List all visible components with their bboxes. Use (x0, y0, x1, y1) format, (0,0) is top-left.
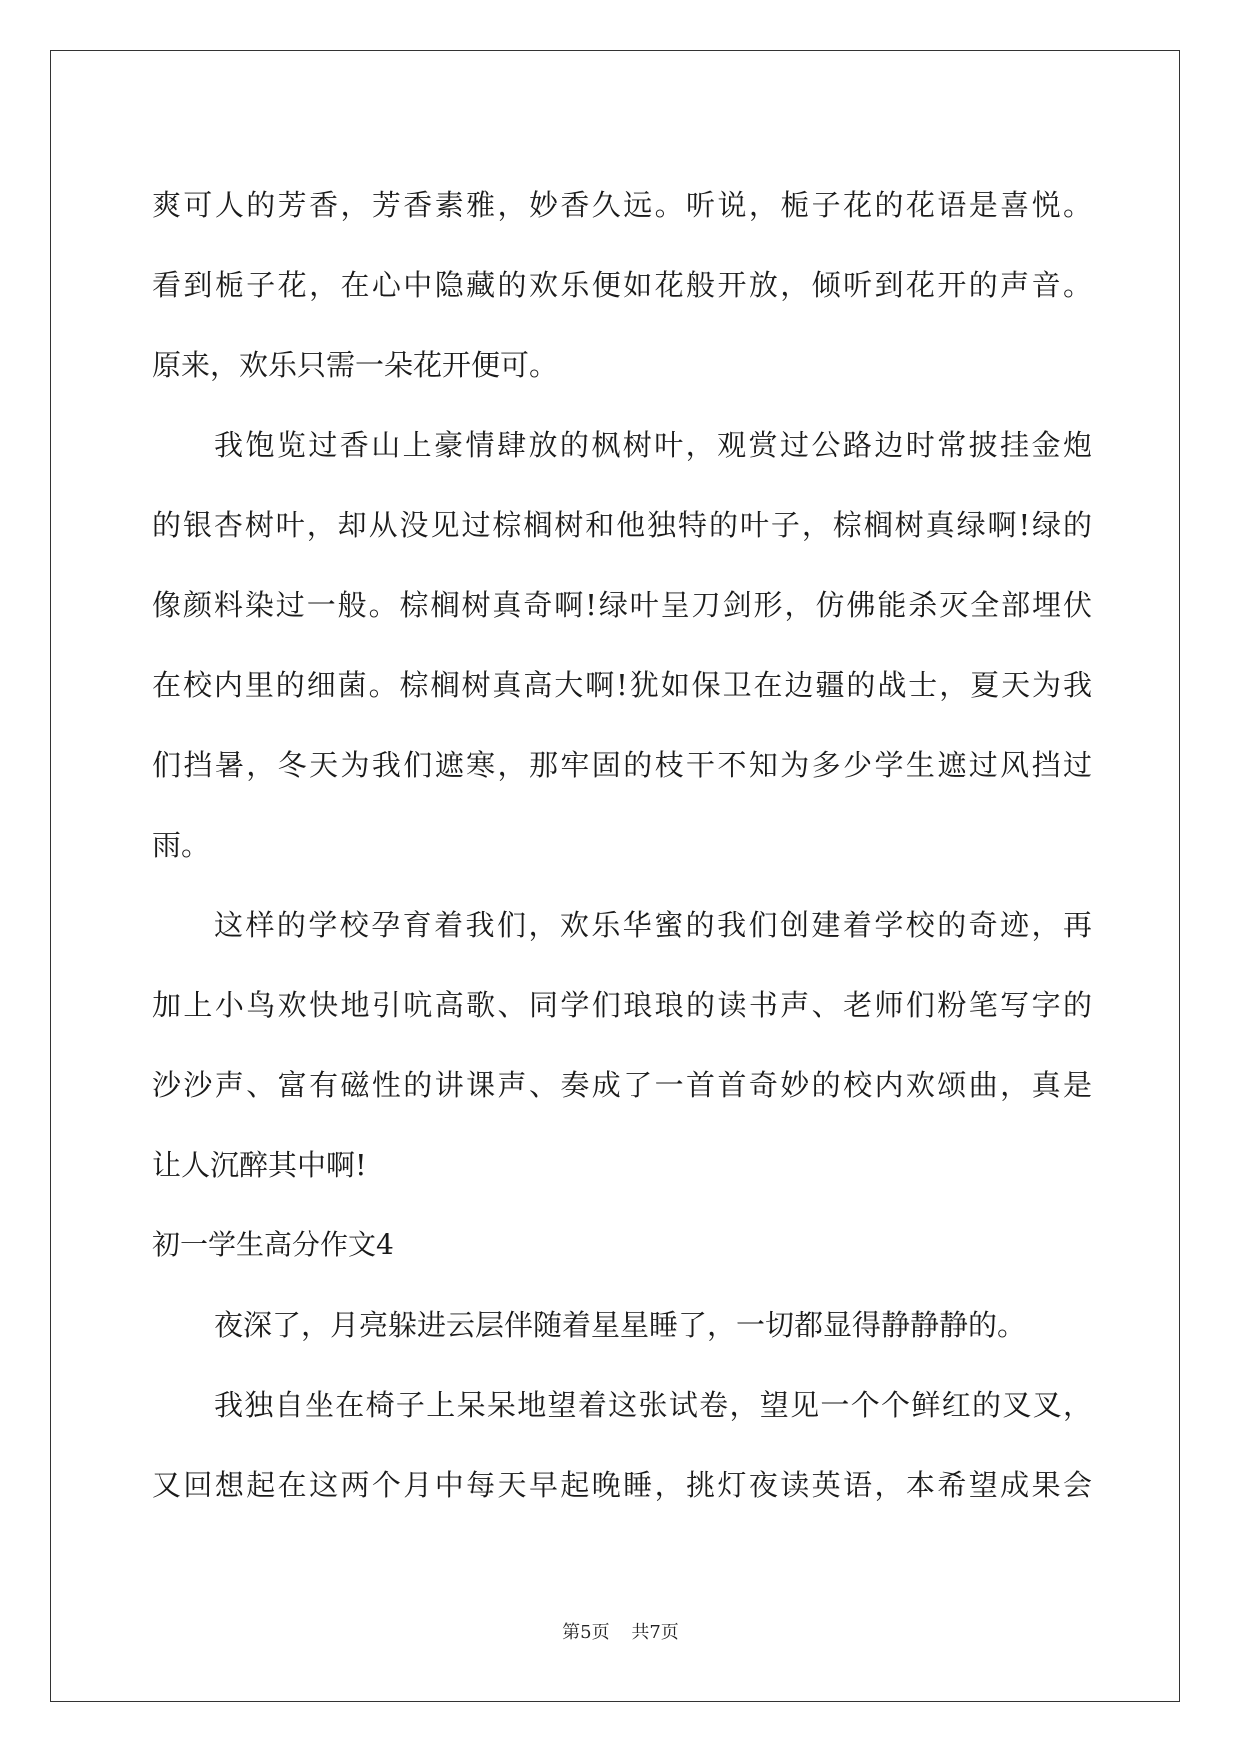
text-line: 看到栀子花，在心中隐藏的欢乐便如花般开放，倾听到花开的声音。 (152, 268, 1092, 302)
text-line: 在校内里的细菌。棕榈树真高大啊!犹如保卫在边疆的战士，夏天为我 (152, 668, 1092, 702)
text-line: 像颜料染过一般。棕榈树真奇啊!绿叶呈刀剑形，仿佛能杀灭全部埋伏 (152, 588, 1092, 622)
page-footer (0, 1618, 1241, 1644)
text-line: 夜深了，月亮躲进云层伴随着星星睡了，一切都显得静静静的。 (214, 1308, 1027, 1342)
text-line: 沙沙声、富有磁性的讲课声、奏成了一首首奇妙的校内欢颂曲，真是 (152, 1068, 1092, 1102)
text-line: 们挡暑，冬天为我们遮寒，那牢固的枝干不知为多少学生遮过风挡过 (152, 748, 1092, 782)
page-total: 共7页 (631, 1622, 679, 1643)
text-line: 我独自坐在椅子上呆呆地望着这张试卷，望见一个个鲜红的叉叉， (214, 1388, 1092, 1422)
text-line: 爽可人的芳香，芳香素雅，妙香久远。听说，栀子花的花语是喜悦。 (152, 188, 1092, 222)
text-line: 让人沉醉其中啊! (152, 1148, 367, 1182)
page-number: 第5页 (562, 1622, 610, 1643)
text-line: 又回想起在这两个月中每天早起晚睡，挑灯夜读英语，本希望成果会 (152, 1468, 1092, 1502)
text-line: 的银杏树叶，却从没见过棕榈树和他独特的叶子，棕榈树真绿啊!绿的 (152, 508, 1092, 542)
text-line: 原来，欢乐只需一朵花开便可。 (152, 348, 559, 382)
text-line: 雨。 (152, 828, 211, 862)
text-line: 这样的学校孕育着我们，欢乐华蜜的我们创建着学校的奇迹，再 (214, 908, 1092, 942)
text-line: 我饱览过香山上豪情肆放的枫树叶，观赏过公路边时常披挂金炮 (214, 428, 1092, 462)
text-line: 加上小鸟欢快地引吭高歌、同学们琅琅的读书声、老师们粉笔写字的 (152, 988, 1092, 1022)
document-body (152, 165, 1092, 1525)
section-heading: 初一学生高分作文4 (152, 1228, 394, 1261)
